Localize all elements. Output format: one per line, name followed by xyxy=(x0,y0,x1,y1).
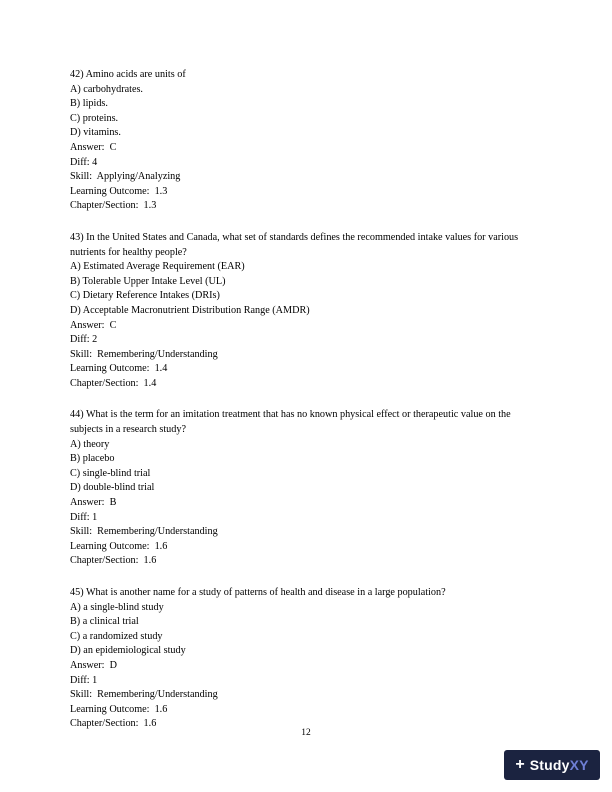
question-item xyxy=(70,586,540,732)
question-stem: 44) What is the term for an imitation treatment that has no known physical effect or therapeutic value on the subjects in a research study? xyxy=(70,409,511,436)
question-stem: 42) Amino acids are units of xyxy=(70,69,186,80)
question-item xyxy=(70,68,540,214)
skill: Skill: Applying/Analyzing xyxy=(70,171,181,183)
chapter-section: Chapter/Section: 1.6 xyxy=(70,555,157,567)
answer-option: C) a randomized study xyxy=(70,630,163,642)
answer-option: B) Tolerable Upper Intake Level (UL) xyxy=(70,275,226,287)
learning-outcome: Learning Outcome: 1.3 xyxy=(70,185,168,197)
answer-option: B) placebo xyxy=(70,453,115,465)
skill: Skill: Remembering/Understanding xyxy=(70,526,218,538)
difficulty: Diff: 4 xyxy=(70,156,98,168)
skill: Skill: Remembering/Understanding xyxy=(70,689,218,701)
answer-option: D) vitamins. xyxy=(70,127,121,139)
answer-key: Answer: C xyxy=(70,319,117,331)
learning-outcome: Learning Outcome: 1.6 xyxy=(70,540,168,552)
answer-option: C) proteins. xyxy=(70,112,119,124)
answer-option: A) a single-blind study xyxy=(70,601,164,613)
difficulty: Diff: 1 xyxy=(70,674,98,686)
difficulty: Diff: 1 xyxy=(70,511,98,523)
page-number: 12 xyxy=(301,728,311,738)
plus-icon: + xyxy=(515,756,525,773)
answer-key: Answer: C xyxy=(70,141,117,153)
answer-option: B) a clinical trial xyxy=(70,616,139,628)
answer-option: A) theory xyxy=(70,438,110,450)
answer-option: A) Estimated Average Requirement (EAR) xyxy=(70,261,245,273)
question-item xyxy=(70,231,540,392)
learning-outcome: Learning Outcome: 1.6 xyxy=(70,703,168,715)
chapter-section: Chapter/Section: 1.4 xyxy=(70,377,157,389)
answer-option: D) Acceptable Macronutrient Distribution Range (AMDR) xyxy=(70,304,310,316)
answer-key: Answer: D xyxy=(70,659,117,671)
question-stem: 43) In the United States and Canada, what set of standards defines the recommended intake values for various nutrients for healthy people? xyxy=(70,231,519,258)
chapter-section: Chapter/Section: 1.6 xyxy=(70,718,157,730)
answer-option: D) an epidemiological study xyxy=(70,645,186,657)
brand-label xyxy=(530,757,589,773)
answer-key: Answer: B xyxy=(70,497,117,509)
answer-option: D) double-blind trial xyxy=(70,482,155,494)
chapter-section: Chapter/Section: 1.3 xyxy=(70,200,157,212)
difficulty: Diff: 2 xyxy=(70,334,98,346)
answer-option: C) single-blind trial xyxy=(70,467,151,479)
studyxy-watermark xyxy=(504,750,600,780)
answer-option: B) lipids. xyxy=(70,98,108,110)
answer-option: A) carbohydrates. xyxy=(70,83,143,95)
answer-option: C) Dietary Reference Intakes (DRIs) xyxy=(70,290,220,302)
question-item xyxy=(70,408,540,569)
learning-outcome: Learning Outcome: 1.4 xyxy=(70,363,168,375)
question-stem: 45) What is another name for a study of patterns of health and disease in a large population? xyxy=(70,587,446,598)
brand-main: Study xyxy=(529,757,570,773)
skill: Skill: Remembering/Understanding xyxy=(70,348,218,360)
brand-accent: XY xyxy=(569,757,589,773)
question-list xyxy=(70,68,540,749)
